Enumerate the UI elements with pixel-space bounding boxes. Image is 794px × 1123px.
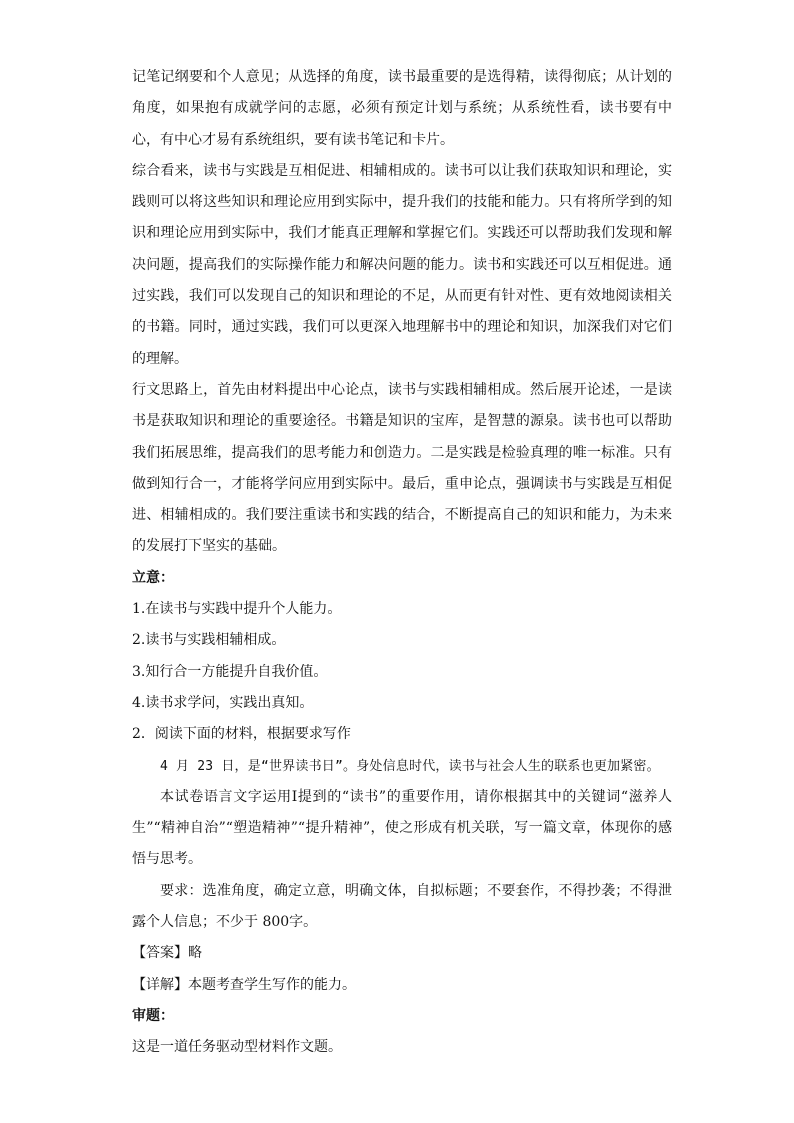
- detail-line: [132, 970, 672, 1001]
- document-body: [132, 62, 672, 1064]
- liyi-item-4: 4.读书求学问，实践出真知。: [132, 694, 314, 711]
- paragraph-summary: 综合看来，读书与实践是互相促进、相辅相成的。读书可以让我们获取知识和理论，实践则可以将这些知识和理论应用到实际中，提升我们的技能和能力。只有将所学到的知识和理论应用到实际中，我们才能真正理解和掌握它们。实践还可以帮助我们发现和解决问题，提高我们的实际操作能力和解决问题的能力。读书和实践还可以互相促进。通过实践，我们可以发现自己的知识和理论的不足，从而更有针对性、更有效地阅读相关的书籍。同时，通过实践，我们可以更深入地理解书中的理论和知识，加深我们对它们的理解。: [132, 162, 672, 367]
- answer-line: [132, 938, 672, 969]
- answer-text: 略: [188, 945, 202, 962]
- paragraph-reading-methods: 记笔记纲要和个人意见；从选择的角度，读书最重要的是选得精，读得彻底；从计划的角度，如果抱有成就学问的志愿，必须有预定计划与系统；从系统性看，读书要有中心，有中心才易有系统组织，要有读书笔记和卡片。: [132, 69, 672, 148]
- shenti-heading: 审题：: [132, 1007, 174, 1024]
- shenti-text: 这是一道任务驱动型材料作文题。: [132, 1039, 342, 1056]
- detail-text: 本题考查学生写作的能力。: [188, 976, 356, 993]
- question-material: 4 月 23 日，是“世界读书日”。身处信息时代，读书与社会人生的联系也更加紧密。: [160, 758, 660, 774]
- liyi-item-1: 1.在读书与实践中提升个人能力。: [132, 601, 342, 618]
- answer-label: 【答案】: [132, 945, 188, 962]
- question-title: 2．阅读下面的材料，根据要求写作: [132, 726, 351, 743]
- paragraph-writing-approach: 行文思路上，首先由材料提出中心论点，读书与实践相辅相成。然后展开论述，一是读书是获取知识和理论的重要途径。书籍是知识的宝库，是智慧的源泉。读书也可以帮助我们拓展思维，提高我们的思考能力和创造力。二是实践是检验真理的唯一标准。只有做到知行合一，才能将学问应用到实际中。最后，重申论点，强调读书与实践是互相促进、相辅相成的。我们要注重读书和实践的结合，不断提高自己的知识和能力，为未来的发展打下坚实的基础。: [132, 381, 672, 555]
- liyi-heading: 立意：: [132, 569, 174, 586]
- liyi-item-2: 2.读书与实践相辅相成。: [132, 632, 286, 649]
- liyi-item-3: 3.知行合一方能提升自我价值。: [132, 663, 328, 680]
- question-prompt: 本试卷语言文字运用Ⅰ提到的“读书”的重要作用，请你根据其中的关键词“滋养人生”“精神自治”“塑造精神”“提升精神”，使之形成有机关联，写一篇文章，体现你的感悟与思考。: [132, 788, 672, 868]
- detail-label: 【详解】: [132, 976, 188, 993]
- question-requirement: 要求：选准角度，确定立意，明确文体，自拟标题；不要套作，不得抄袭；不得泄露个人信息；不少于 800字。: [132, 882, 672, 931]
